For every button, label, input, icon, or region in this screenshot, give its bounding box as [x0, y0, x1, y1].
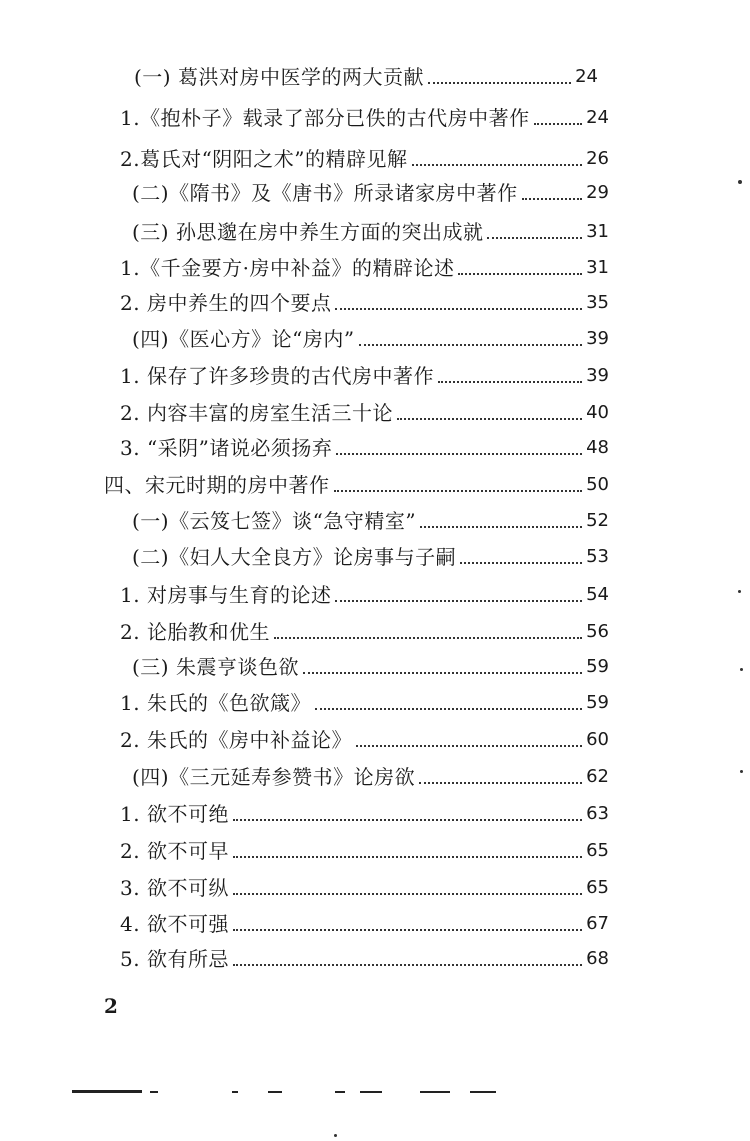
toc-entry-title: (四)《三元延寿参赞书》论房欲	[132, 765, 416, 789]
toc-entry-page: 53	[586, 546, 609, 567]
toc-entry-page: 54	[586, 584, 609, 605]
toc-entry-title: 四、宋元时期的房中著作	[104, 473, 330, 497]
dot-leader	[522, 198, 582, 200]
toc-entry[interactable]	[120, 144, 609, 174]
scan-artifact-line	[232, 1091, 238, 1093]
toc-entry-title: 1.《千金要方·房中补益》的精辟论述	[120, 256, 455, 280]
dot-leader	[356, 745, 582, 747]
toc-entry-page: 59	[586, 692, 609, 713]
scan-artifact-line	[268, 1091, 282, 1093]
toc-entry-title: 3. “采阴”诸说必须扬弃	[120, 436, 333, 460]
toc-entry-title: 5. 欲有所忌	[120, 947, 229, 971]
dot-leader	[233, 856, 582, 858]
dot-leader	[487, 237, 582, 239]
dot-leader	[460, 562, 582, 564]
dot-leader	[458, 273, 582, 275]
toc-entry-title: 1. 朱氏的《色欲箴》	[120, 691, 311, 715]
scan-artifact-line	[72, 1090, 142, 1093]
scan-artifact-line	[360, 1091, 382, 1093]
toc-entry-page: 31	[586, 257, 609, 278]
dot-leader	[335, 308, 582, 310]
dot-leader	[315, 708, 582, 710]
dot-leader	[303, 672, 582, 674]
toc-entry-title: (三) 孙思邈在房中养生方面的突出成就	[132, 220, 484, 244]
toc-entry-page: 39	[586, 365, 609, 386]
toc-entry[interactable]	[132, 652, 609, 682]
toc-entry-title: 2. 欲不可早	[120, 839, 229, 863]
dot-leader	[419, 782, 582, 784]
dot-leader	[412, 164, 583, 166]
toc-entry-page: 35	[586, 292, 609, 313]
toc-entry-page: 31	[586, 221, 609, 242]
toc-entry-page: 59	[586, 656, 609, 677]
scan-speck	[740, 770, 743, 773]
toc-entry[interactable]	[120, 909, 609, 939]
dot-leader	[336, 453, 582, 455]
toc-entry-title: 1. 对房事与生育的论述	[120, 583, 332, 607]
toc-entry-page: 29	[586, 182, 609, 203]
toc-entry-title: (二)《妇人大全良方》论房事与子嗣	[132, 545, 457, 569]
scan-artifact-line	[150, 1091, 158, 1093]
toc-entry[interactable]	[120, 288, 609, 318]
scan-speck	[740, 668, 743, 671]
toc-entry[interactable]	[120, 799, 609, 829]
toc-entry[interactable]	[132, 324, 609, 354]
scan-speck	[738, 180, 742, 184]
dot-leader	[274, 637, 582, 639]
toc-entry-title: 2. 房中养生的四个要点	[120, 291, 332, 315]
toc-entry-title: 2. 朱氏的《房中补益论》	[120, 728, 352, 752]
toc-entry-page: 60	[586, 729, 609, 750]
toc-entry-page: 65	[586, 877, 609, 898]
scan-speck	[334, 1134, 337, 1137]
dot-leader	[335, 600, 582, 602]
toc-entry-page: 24	[586, 107, 609, 128]
dot-leader	[334, 490, 583, 492]
scan-speck	[738, 590, 741, 593]
scan-artifact-line	[470, 1091, 496, 1093]
toc-entry[interactable]	[120, 836, 609, 866]
toc-entry-title: (三) 朱震亨谈色欲	[132, 655, 299, 679]
toc-entry-page: 67	[586, 913, 609, 934]
toc-entry[interactable]	[120, 361, 609, 391]
toc-entry-title: 1. 欲不可绝	[120, 802, 229, 826]
toc-entry[interactable]	[120, 688, 609, 718]
toc-entry-page: 40	[586, 402, 609, 423]
toc-entry[interactable]	[132, 178, 609, 208]
toc-entry-page: 62	[586, 766, 609, 787]
toc-entry-title: 2.葛氏对“阴阳之术”的精辟见解	[120, 147, 408, 171]
dot-leader	[233, 893, 582, 895]
toc-entry-page: 26	[586, 148, 609, 169]
toc-entry[interactable]	[120, 103, 609, 133]
toc-entry-title: (四)《医心方》论“房内”	[132, 327, 355, 351]
dot-leader	[438, 381, 582, 383]
toc-entry-title: 2. 内容丰富的房室生活三十论	[120, 401, 393, 425]
toc-entry-page: 52	[586, 510, 609, 531]
toc-entry-page: 50	[586, 474, 609, 495]
toc-entry[interactable]	[120, 944, 609, 974]
scan-artifact-line	[335, 1091, 345, 1093]
toc-entry-title: (一) 葛洪对房中医学的两大贡献	[134, 65, 424, 89]
toc-entry-page: 65	[586, 840, 609, 861]
toc-entry[interactable]	[104, 470, 609, 500]
dot-leader	[397, 418, 582, 420]
toc-entry[interactable]	[120, 725, 609, 755]
toc-entry-title: 4. 欲不可强	[120, 912, 229, 936]
toc-entry-title: (二)《隋书》及《唐书》所录诸家房中著作	[132, 181, 518, 205]
toc-entry-title: 2. 论胎教和优生	[120, 620, 270, 644]
toc-entry-title: 1. 保存了许多珍贵的古代房中著作	[120, 364, 434, 388]
toc-entry[interactable]	[120, 617, 609, 647]
toc-entry[interactable]	[120, 253, 609, 283]
page-number: 2	[104, 994, 118, 1018]
toc-entry[interactable]	[120, 433, 609, 463]
toc-entry[interactable]	[120, 873, 609, 903]
toc-entry-title: (一)《云笈七签》谈“急守精室”	[132, 509, 417, 533]
toc-entry[interactable]	[132, 506, 609, 536]
scan-artifact-line	[420, 1091, 450, 1093]
toc-entry-page: 63	[586, 803, 609, 824]
toc-entry-title: 1.《抱朴子》载录了部分已佚的古代房中著作	[120, 106, 530, 130]
toc-entry[interactable]	[134, 62, 598, 92]
toc-entry[interactable]	[120, 398, 609, 428]
dot-leader	[359, 344, 583, 346]
dot-leader	[233, 964, 582, 966]
dot-leader	[534, 123, 583, 125]
toc-entry-page: 24	[575, 66, 598, 87]
dot-leader	[233, 929, 582, 931]
toc-entry[interactable]	[120, 580, 609, 610]
toc-entry-page: 68	[586, 948, 609, 969]
toc-entry-page: 56	[586, 621, 609, 642]
toc-entry-title: 3. 欲不可纵	[120, 876, 229, 900]
dot-leader	[233, 819, 582, 821]
toc-entry[interactable]	[132, 762, 609, 792]
dot-leader	[428, 82, 571, 84]
dot-leader	[420, 526, 582, 528]
toc-entry-page: 48	[586, 437, 609, 458]
toc-entry[interactable]	[132, 542, 609, 572]
toc-entry-page: 39	[586, 328, 609, 349]
toc-entry[interactable]	[132, 217, 609, 247]
